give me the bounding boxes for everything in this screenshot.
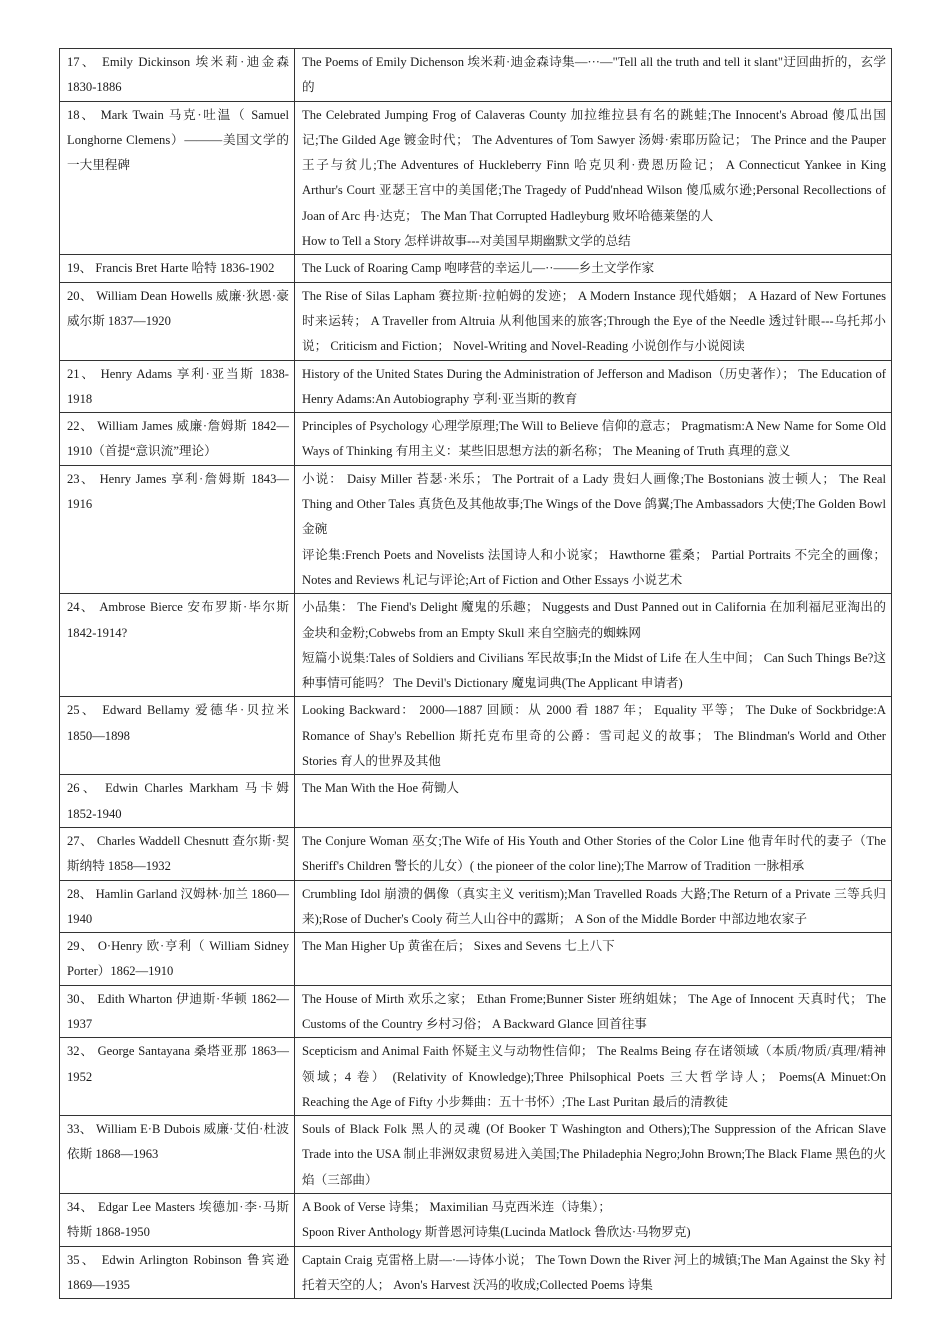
table-row	[60, 1116, 892, 1194]
author-cell: 17、 Emily Dickinson 埃米莉·迪金森 1830-1886	[60, 49, 295, 102]
author-cell: 26、 Edwin Charles Markham 马卡姆 1852-1940	[60, 775, 295, 828]
works-cell	[295, 1194, 892, 1247]
works-cell	[295, 1116, 892, 1194]
works-cell	[295, 360, 892, 413]
author-cell: 19、 Francis Bret Harte 哈特 1836-1902	[60, 255, 295, 282]
author-cell: 27、 Charles Waddell Chesnutt 查尔斯·契斯纳特 1858—1932	[60, 827, 295, 880]
works-text: The Luck of Roaring Camp 咆哮营的幸运儿—··——乡土文学作家	[302, 261, 655, 276]
table-row	[60, 985, 892, 1038]
works-cell	[295, 697, 892, 775]
works-cell	[295, 465, 892, 593]
table-row	[60, 255, 892, 282]
author-cell: 25、 Edward Bellamy 爱德华·贝拉米 1850—1898	[60, 697, 295, 775]
author-cell: 28、 Hamlin Garland 汉姆林·加兰 1860—1940	[60, 880, 295, 933]
works-text: The Rise of Silas Lapham 赛拉斯·拉帕姆的发迹； A Modern Instance 现代婚姻； A Hazard of New Fortunes 时来运转； A Traveller from Altruia 从利他国来的旅客;Through the Eye of the Needle 透过针眼---乌托邦小说； Criticism and Fiction； Novel-Writing and Novel-Reading 小说创作与小说阅读	[302, 288, 886, 354]
author-cell: 22、 William James 威廉·詹姆斯 1842—1910（首提“意识流”理论）	[60, 413, 295, 466]
works-text: Spoon River Anthology 斯普恩河诗集(Lucinda Matlock 鲁欣达·马物罗克)	[302, 1225, 691, 1240]
works-cell	[295, 101, 892, 255]
table-row	[60, 775, 892, 828]
author-cell: 18、 Mark Twain 马克·吐温（ Samuel Longhorne Clemens）———美国文学的一大里程碑	[60, 101, 295, 255]
works-text: The Celebrated Jumping Frog of Calaveras County 加拉维拉县有名的跳蛙;The Innocent's Abroad 傻瓜出国记;The Gilded Age 镀金时代； The Adventures of Tom Sawyer 汤姆·索耶历险记； The Prince and the Pauper 王子与贫儿;The Adventures of Huckleberry Finn 哈克贝利·费恩历险记； A Connecticut Yankee in King Arthur's Court 亚瑟王宫中的美国佬;The Tragedy of Pudd'nhead Wilson 傻瓜威尔逊;Personal Recollections of Joan of Arc 冉·达克； The Man That Corrupted Hadleyburg 败坏哈德莱堡的人	[302, 107, 886, 223]
works-text: The Conjure Woman 巫女;The Wife of His Youth and Other Stories of the Color Line 他青年时代的妻子（The Sheriff's Children 警长的儿女）( the pioneer of the color line);The Marrow of Tradition 一脉相承	[302, 833, 886, 874]
author-cell: 35、 Edwin Arlington Robinson 鲁宾逊 1869—1935	[60, 1246, 295, 1299]
works-cell	[295, 827, 892, 880]
table-row	[60, 413, 892, 466]
author-cell: 33、 William E·B Dubois 威廉·艾伯·杜波依斯 1868—1963	[60, 1116, 295, 1194]
author-cell: 29、 O·Henry 欧·亨利（ William Sidney Porter）1862—1910	[60, 933, 295, 986]
works-cell	[295, 1246, 892, 1299]
table-row	[60, 360, 892, 413]
table-row	[60, 101, 892, 255]
works-cell	[295, 255, 892, 282]
table-row	[60, 880, 892, 933]
works-text: The Poems of Emily Dichenson 埃米莉·迪金森诗集—···—"Tell all the truth and tell it slant"迂回曲折的，玄学的	[302, 55, 886, 95]
works-cell	[295, 594, 892, 697]
works-text: Captain Craig 克雷格上尉—·—诗体小说； The Town Down the River 河上的城镇;The Man Against the Sky 衬托着天空的人； Avon's Harvest 沃冯的收成;Collected Poems 诗集	[302, 1252, 886, 1292]
works-cell	[295, 985, 892, 1038]
works-text: 短篇小说集:Tales of Soldiers and Civilians 军民故事;In the Midst of Life 在人生中间； Can Such Things Be?这种事情可能吗？ The Devil's Dictionary 魔鬼词典(The Applicant 申请者)	[302, 650, 886, 691]
works-cell	[295, 775, 892, 828]
table-body	[60, 49, 892, 1299]
author-cell: 30、 Edith Wharton 伊迪斯·华顿 1862—1937	[60, 985, 295, 1038]
author-cell: 34、 Edgar Lee Masters 埃德加·李·马斯特斯 1868-1950	[60, 1194, 295, 1247]
works-text: Crumbling Idol 崩溃的偶像（真实主义 veritism);Man Travelled Roads 大路;The Return of a Private 三等兵归来);Rose of Ducher's Cooly 荷兰人山谷中的露斯； A Son of the Middle Border 中部边地农家子	[302, 886, 886, 926]
works-cell	[295, 1038, 892, 1116]
works-text: 评论集:French Poets and Novelists 法国诗人和小说家； Hawthorne 霍桑； Partial Portraits 不完全的画像； Notes and Reviews 札记与评论;Art of Fiction and Other Essays 小说艺术	[302, 547, 886, 587]
works-cell	[295, 933, 892, 986]
author-cell: 24、 Ambrose Bierce 安布罗斯·毕尔斯 1842-1914?	[60, 594, 295, 697]
works-text: A Book of Verse 诗集； Maximilian 马克西米连（诗集）；	[302, 1200, 611, 1215]
works-text: History of the United States During the Administration of Jefferson and Madison（历史著作）； The Education of Henry Adams:An Autobiography 亨利·亚当斯的教育	[302, 366, 886, 406]
table-row	[60, 282, 892, 360]
works-text: Scepticism and Animal Faith 怀疑主义与动物性信仰； The Realms Being 存在诸领域（本质/物质/真理/精神领域；4 卷） (Relativity of Knowledge);Three Philsophical Poets 三大哲学诗人； Poems(A Minuet:On Reaching the Age of Fifty 小步舞曲：五十书怀）;The Last Puritan 最后的清教徒	[302, 1044, 886, 1109]
author-cell: 21、 Henry Adams 享利·亚当斯 1838-1918	[60, 360, 295, 413]
works-text: 小说： Daisy Miller 苔瑟·米乐； The Portrait of a Lady 贵妇人画像;The Bostonians 波士顿人； The Real Thing and Other Tales 真货色及其他故事;The Wings of the Dove 鸽翼;The Ambassadors 大使;The Golden Bowl 金碗	[302, 471, 886, 537]
works-text: The Man Higher Up 黄雀在后； Sixes and Sevens 七上八下	[302, 939, 615, 954]
works-text: Looking Backward： 2000—1887 回顾：从 2000 看 1887 年； Equality 平等； The Duke of Sockbridge:A Romance of Shay's Rebellion 斯托克布里奇的公爵：雪司起义的故事； The Blindman's World and Other Stories 育人的世界及其他	[302, 703, 886, 769]
authors-works-table	[59, 48, 892, 1299]
table-row	[60, 1246, 892, 1299]
works-text: The Man With the Hoe 荷锄人	[302, 781, 460, 796]
author-cell: 20、 William Dean Howells 威廉·狄恩·豪威尔斯 1837—1920	[60, 282, 295, 360]
works-cell	[295, 49, 892, 102]
works-text: How to Tell a Story 怎样讲故事---对美国早期幽默文学的总结	[302, 234, 631, 249]
table-row	[60, 1038, 892, 1116]
table-row	[60, 594, 892, 697]
table-row	[60, 697, 892, 775]
works-text: Souls of Black Folk 黑人的灵魂 (Of Booker T Washington and Others);The Suppression of the African Slave Trade into the USA 制止非洲奴隶贸易进入美国;The Philadephia Negro;John Brown;The Black Flame 黑色的火焰（三部曲）	[302, 1122, 886, 1187]
table-row	[60, 465, 892, 593]
works-text: 小品集： The Fiend's Delight 魔鬼的乐趣； Nuggests and Dust Panned out in California 在加利福尼亚淘出的金块和金粉;Cobwebs from an Empty Skull 来自空脑壳的蜘蛛网	[302, 600, 886, 640]
works-cell	[295, 282, 892, 360]
works-text: The House of Mirth 欢乐之家； Ethan Frome;Bunner Sister 班纳姐妹； The Age of Innocent 天真时代； The Customs of the Country 乡村习俗； A Backward Glance 回首往事	[302, 991, 886, 1031]
works-cell	[295, 413, 892, 466]
table-row	[60, 933, 892, 986]
table-row	[60, 827, 892, 880]
works-text: Principles of Psychology 心理学原理;The Will to Believe 信仰的意志； Pragmatism:A New Name for Some Old Ways of Thinking 有用主义：某些旧思想方法的新名称； The Meaning of Truth 真理的意义	[302, 419, 886, 459]
table-row	[60, 1194, 892, 1247]
works-cell	[295, 880, 892, 933]
table-row	[60, 49, 892, 102]
author-cell: 32、 George Santayana 桑塔亚那 1863—1952	[60, 1038, 295, 1116]
author-cell: 23、 Henry James 享利·詹姆斯 1843—1916	[60, 465, 295, 593]
